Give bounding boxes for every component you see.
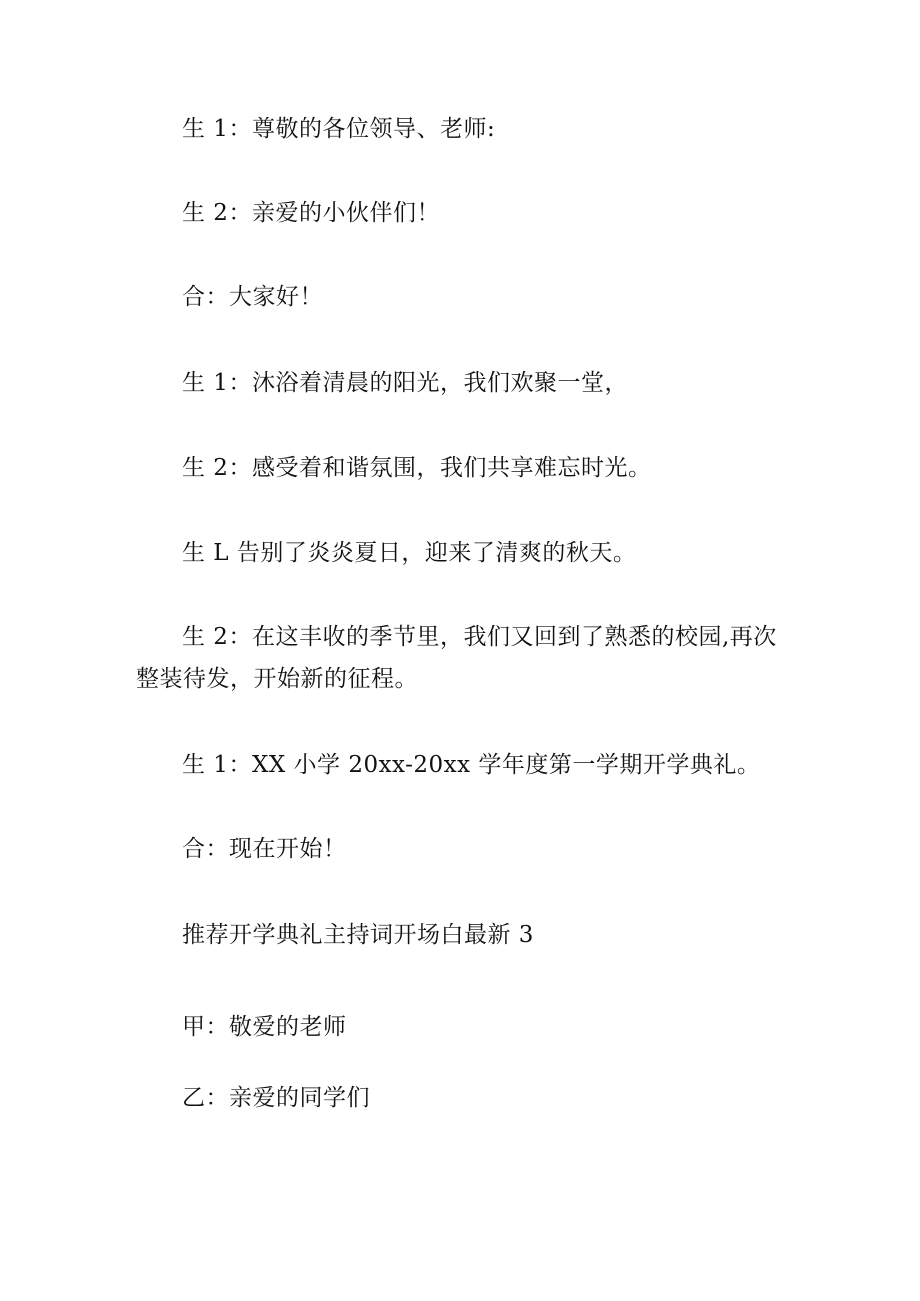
paragraph-line: 生 2：感受着和谐氛围，我们共享难忘时光。: [182, 455, 652, 481]
paragraph-line: 生 2：在这丰收的季节里，我们又回到了熟悉的校园,再次: [182, 624, 777, 650]
paragraph-line-continuation: 整装待发，开始新的征程。: [136, 666, 418, 692]
paragraph-line: 合：现在开始！: [182, 836, 347, 862]
paragraph-line: 甲：敬爱的老师: [182, 1014, 347, 1040]
paragraph-line: 生 1：尊敬的各位领导、老师:: [182, 116, 496, 142]
paragraph-line: 合：大家好！: [182, 284, 323, 310]
paragraph-line: 乙：亲爱的同学们: [182, 1085, 370, 1111]
section-heading: 推荐开学典礼主持词开场白最新 3: [182, 922, 534, 948]
paragraph-line: 生 2：亲爱的小伙伴们！: [182, 200, 440, 226]
paragraph-line: 生 L 告别了炎炎夏日，迎来了清爽的秋天。: [182, 540, 637, 566]
paragraph-line: 生 1：XX 小学 20xx-20xx 学年度第一学期开学典礼。: [182, 752, 761, 778]
paragraph-line: 生 1：沐浴着清晨的阳光，我们欢聚一堂，: [182, 370, 628, 396]
